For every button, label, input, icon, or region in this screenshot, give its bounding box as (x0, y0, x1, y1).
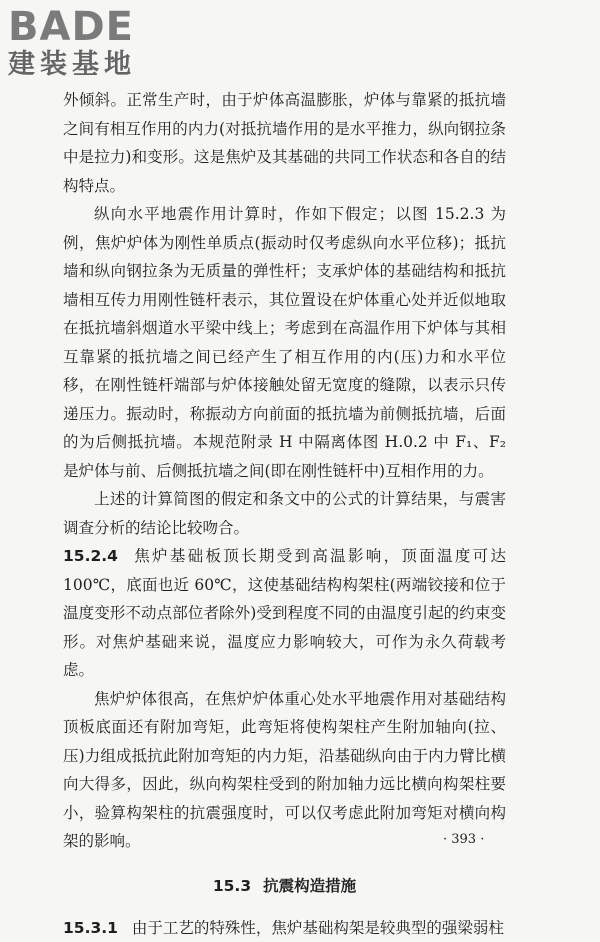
paragraph-moment: 焦炉炉体很高，在焦炉炉体重心处水平地震作用对基础结构顶板底面还有附加弯矩，此弯矩将使构架柱产生附加轴向(拉、压)力组成抵抗此附加弯矩的内力矩，沿基础纵向由于内力臂比横向大得多，因此，纵向构架柱受到的附加轴力远比横向构架柱要小，验算构架柱的抗震强度时，可以仅考虑此附加弯矩对横向构架的影响。 (63, 685, 506, 856)
clause-number: 15.3.1 (63, 919, 118, 937)
page-number: · 393 · (443, 832, 484, 847)
clause-15-3-1 (63, 914, 506, 942)
watermark-brand: BADE (8, 6, 178, 48)
clause-text: 由于工艺的特殊性，焦炉基础构架是较典型的强梁弱柱 (132, 919, 504, 937)
paragraph-continued: 外倾斜。正常生产时，由于炉体高温膨胀，炉体与靠紧的抵抗墙之间有相互作用的内力(对抵抗墙作用的是水平推力，纵向钢拉条中是拉力)和变形。这是焦炉及其基础的共同工作状态和各自的结构特点。 (63, 86, 506, 200)
page-body (63, 86, 506, 942)
section-title: 抗震构造措施 (263, 877, 356, 895)
watermark-subtitle: 建装基地 (8, 48, 178, 82)
clause-number: 15.2.4 (63, 547, 118, 565)
watermark-logo (8, 6, 178, 90)
section-number: 15.3 (213, 877, 251, 895)
clause-text: 焦炉基础板顶长期受到高温影响，顶面温度可达 100℃，底面也近 60℃，这使基础结构构架柱(两端铰接和位于温度变形不动点部位者除外)受到程度不同的由温度引起的约束变形。对焦炉基础来说，温度应力影响较大，可作为永久荷载考虑。 (63, 547, 506, 679)
paragraph-assumptions: 纵向水平地震作用计算时，作如下假定；以图 15.2.3 为例，焦炉炉体为刚性单质点(振动时仅考虑纵向水平位移)；抵抗墙和纵向钢拉条为无质量的弹性杆；支承炉体的基础结构和抵抗墙相互传力用刚性链杆表示，其位置设在炉体重心处并近似地取在抵抗墙斜烟道水平梁中线上；考虑到在高温作用下炉体与其相互靠紧的抵抗墙之间已经产生了相互作用的内(压)力和水平位移，在刚性链杆端部与炉体接触处留无宽度的缝隙，以表示只传递压力。振动时，称振动方向前面的抵抗墙为前侧抵抗墙，后面的为后侧抵抗墙。本规范附录 H 中隔离体图 H.0.2 中 F₁、F₂ 是炉体与前、后侧抵抗墙之间(即在刚性链杆中)互相作用的力。 (63, 200, 506, 485)
section-heading (63, 872, 506, 900)
clause-15-2-4 (63, 542, 506, 685)
paragraph-conclusion: 上述的计算简图的假定和条文中的公式的计算结果，与震害调查分析的结论比较吻合。 (63, 485, 506, 542)
